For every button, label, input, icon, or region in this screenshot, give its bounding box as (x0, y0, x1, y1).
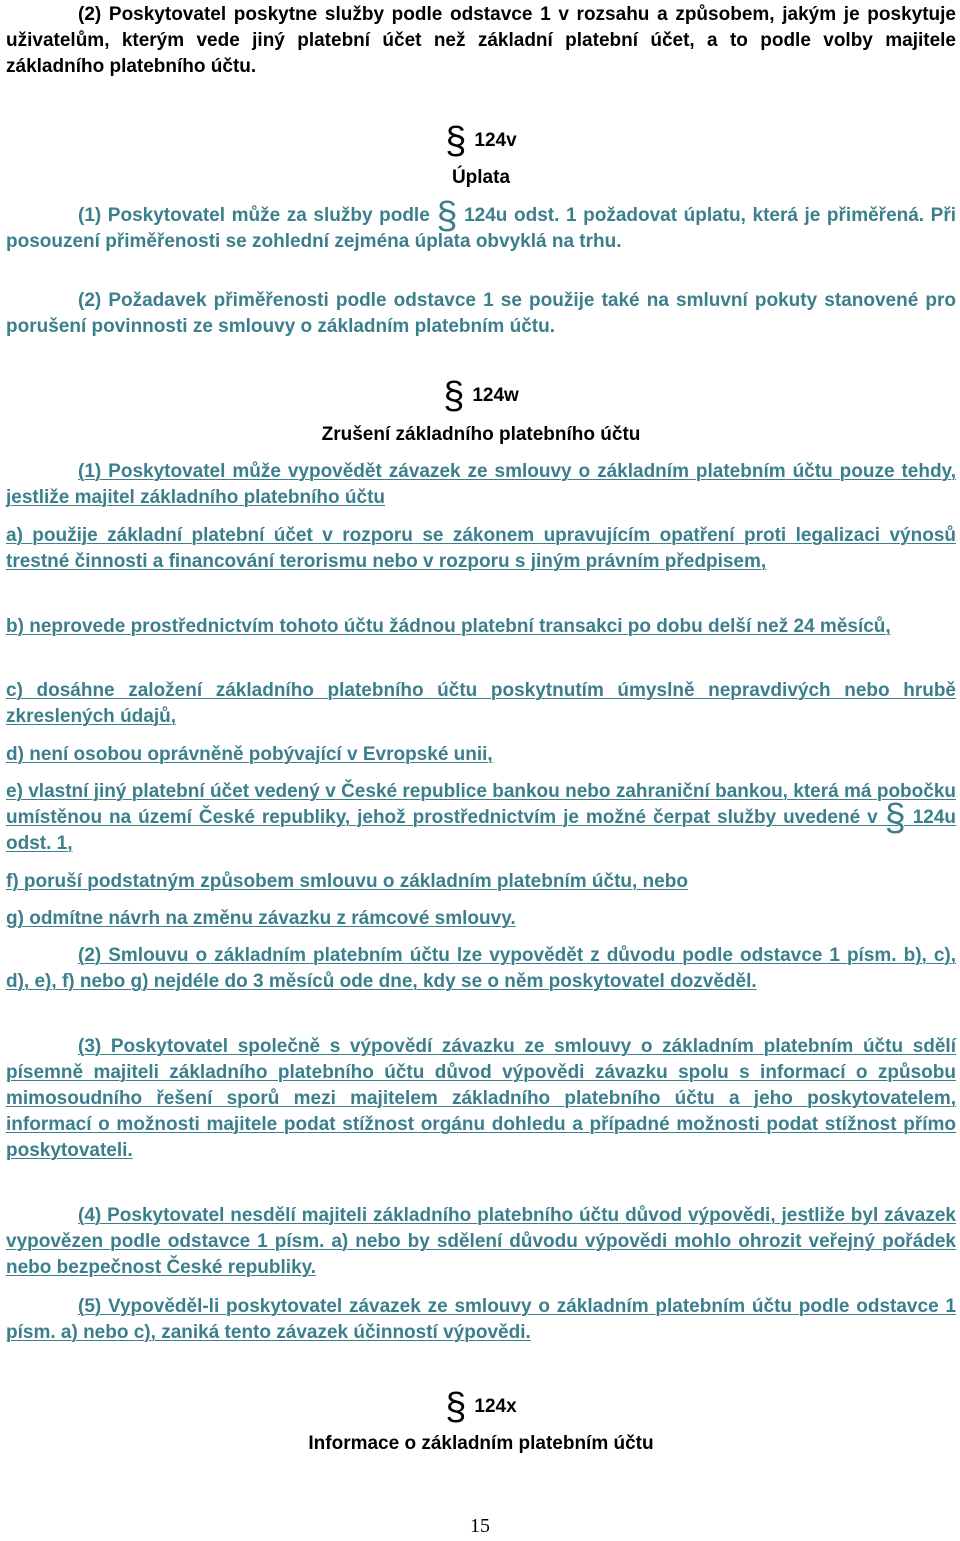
section-124w-paragraph-1 (6, 459, 956, 511)
section-sign-icon: § (445, 1386, 467, 1428)
list-item-d-text: d) není osobou oprávněně pobývající v Evropské unii, (6, 744, 493, 765)
section-124w-number: 124w (472, 385, 519, 406)
list-item-f-text: f) poruší podstatným způsobem smlouvu o základním platebním účtu, nebo (6, 871, 688, 892)
section-124v-paragraph-1 (6, 195, 957, 255)
section-124v-number: 124v (474, 130, 517, 151)
section-124x-title: Informace o základním platebním účtu (308, 1433, 654, 1454)
section-124w-title: Zrušení základního platebního účtu (321, 424, 641, 445)
section-124x-number: 124x (474, 1396, 517, 1417)
section-124x-heading (6, 1386, 956, 1428)
section-124v-heading (6, 120, 956, 162)
section-124w-paragraph-4-text: (4) Poskytovatel nesdělí majiteli základního platebního účtu důvod výpovědi, jestliže byl závazek vypovězen podle odstavce 1 písm. a) nebo by sdělení důvodu výpovědi mohlo ohrozit veřejný pořádek nebo bezpečnost České republiky. (6, 1205, 956, 1278)
list-item-e-start: e) vlastní jiný platební účet vedený v České republice bankou nebo zahraniční bankou, která má pobočku umístěnou na území České republiky, jehož prostřednictvím je možné čerpat služby uvedené v (6, 781, 956, 828)
section-124w-paragraph-2-text: (2) Smlouvu o základním platebním účtu lze vypovědět z důvodu podle odstavce 1 písm. b), c), d), e), f) nebo g) nejdéle do 3 měsíců ode dne, kdy se o něm poskytovatel dozvěděl. (6, 945, 956, 992)
list-item-b (6, 614, 956, 640)
intro-paragraph-text: (2) Poskytovatel poskytne služby podle odstavce 1 v rozsahu a způsobem, jakým je poskytuje uživatelům, kterým vede jiný platební účet než základní platební účet, a to podle volby majitele základního platebního účtu. (6, 4, 956, 77)
list-item-d (6, 742, 956, 768)
list-item-c (6, 678, 956, 730)
section-124w-heading (6, 375, 956, 417)
list-item-b-text: b) neprovede prostřednictvím tohoto účtu žádnou platební transakci po dobu delší než 24 měsíců, (6, 616, 891, 637)
page-number: 15 (470, 1515, 490, 1537)
section-124w-paragraph-5 (6, 1294, 956, 1346)
list-item-g (6, 906, 956, 932)
section-124v-paragraph-1-start: (1) Poskytovatel může za služby podle (78, 205, 430, 226)
section-124w-paragraph-2 (6, 943, 956, 995)
section-124v-title: Úplata (451, 167, 511, 188)
section-sign-icon: § (445, 120, 467, 162)
list-item-e (6, 779, 956, 857)
section-124w-paragraph-1-text: (1) Poskytovatel může vypovědět závazek ze smlouvy o základním platebním účtu pouze tehdy, jestliže majitel základního platebního účtu (6, 461, 956, 508)
list-item-c-text: c) dosáhne založení základního platebního účtu poskytnutím úmyslně nepravdivých nebo hrubě zkreslených údajů, (6, 680, 956, 727)
section-sign-inline-icon: § (884, 797, 906, 839)
section-124w-paragraph-5-text: (5) Vypověděl-li poskytovatel závazek ze smlouvy o základním platebním účtu podle odstavce 1 písm. a) nebo c), zaniká tento závazek účinností výpovědi. (6, 1296, 956, 1343)
section-124w-paragraph-3 (6, 1034, 956, 1164)
intro-paragraph (6, 2, 956, 80)
list-item-f (6, 869, 956, 895)
list-item-a-text: a) použije základní platební účet v rozporu se zákonem upravujícím opatření proti legalizaci výnosů trestné činnosti a financování terorismu nebo v rozporu s jiným právním předpisem, (6, 525, 956, 572)
list-item-e-end: 124u odst. 1, (6, 807, 957, 854)
section-124w-paragraph-3-text: (3) Poskytovatel společně s výpovědí závazku ze smlouvy o základním platebním účtu sdělí písemně majiteli základního platebního účtu důvod výpovědi závazku spolu s informací o způsobu mimosoudního řešení sporů mezi majitelem základního platebního účtu a jeho poskytovatelem, informací o možnosti majitele podat stížnost orgánu dohledu a případné možnosti podat stížnost přímo poskytovateli. (6, 1036, 956, 1161)
section-124v-paragraph-2 (6, 288, 956, 340)
section-124v-paragraph-1-end: 124u odst. 1 požadovat úplatu, která je přiměřená. Při posouzení přiměřenosti se zohlední zejména úplata obvyklá na trhu. (6, 205, 957, 252)
list-item-g-text: g) odmítne návrh na změnu závazku z rámcové smlouvy. (6, 908, 516, 929)
list-item-a (6, 523, 956, 575)
section-sign-inline-icon: § (436, 195, 458, 237)
section-124w-paragraph-4 (6, 1203, 956, 1281)
section-124v-paragraph-2-text: (2) Požadavek přiměřenosti podle odstavce 1 se použije také na smluvní pokuty stanovené pro porušení povinnosti ze smlouvy o základním platebním účtu. (6, 290, 956, 337)
section-sign-icon: § (443, 375, 465, 417)
